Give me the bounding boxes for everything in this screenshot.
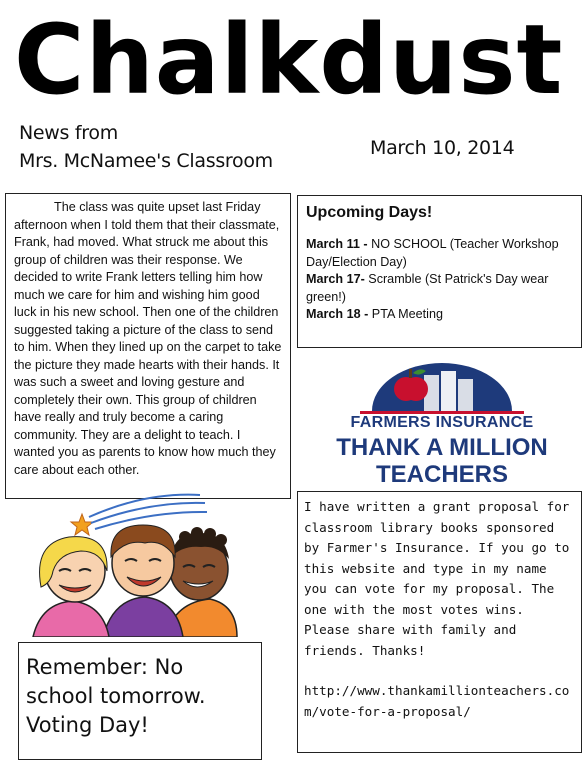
farmers-insurance-logo [300,355,584,490]
logo-slogan [300,434,584,488]
from-line: News from [19,122,118,144]
event-item [306,236,575,271]
classroom-name: Mrs. McNamee's Classroom [19,150,273,172]
logo-slogan-line: THANK A MILLION [336,434,548,461]
upcoming-days-heading: Upcoming Days! [306,204,433,221]
event-date: March 11 - [306,237,368,251]
upcoming-days-box [297,195,582,348]
event-date: March 17- [306,272,365,286]
issue-date: March 10, 2014 [370,137,515,159]
event-desc: Scramble (St Patrick's Day wear green!) [306,272,549,304]
children-clipart [25,487,240,637]
reminder-line: school tomorrow. [26,684,206,708]
reminder-box [18,642,262,760]
newsletter-title: Chalkdust [14,4,564,116]
class-story-text: The class was quite upset last Friday afternoon when I told them that their classmate, Frank, had moved. What struck me about this group of children was their response. We decided to write Frank letters telling him how much we care for him and wishing him good luck in his new school. Then one of the children suggested taking a picture of the class to send to him. When they lined up on the carpet to take the picture they made hearts with their hands. It was such a sweet and loving gesture and completely their own. This group of children have really and truly become a caring community. They are a delight to teach. I wanted you as parents to know how much they care about each other. [14,200,282,477]
reminder-line: Remember: No [26,655,184,679]
grant-url-link[interactable]: http://www.thankamillionteachers.com/vote-for-a-proposal/ [304,683,570,719]
logo-slogan-line: TEACHERS [375,461,508,488]
apple-books-icon [300,355,584,415]
event-date: March 18 - [306,307,369,321]
grant-text: I have written a grant proposal for classroom library books sponsored by Farmer's Insurance. If you go to this website and type in my name you can vote for my proposal. The one with the most votes wins. Please share with family and friends. Thanks! [304,499,570,658]
grant-box [297,491,582,753]
reminder-line: Voting Day! [26,713,149,737]
event-desc: PTA Meeting [368,307,443,321]
event-item [306,271,575,306]
event-desc: NO SCHOOL (Teacher Workshop Day/Election Day) [306,237,559,269]
event-item [306,306,575,324]
class-story-box [5,193,291,499]
logo-brand: FARMERS INSURANCE [350,414,534,431]
